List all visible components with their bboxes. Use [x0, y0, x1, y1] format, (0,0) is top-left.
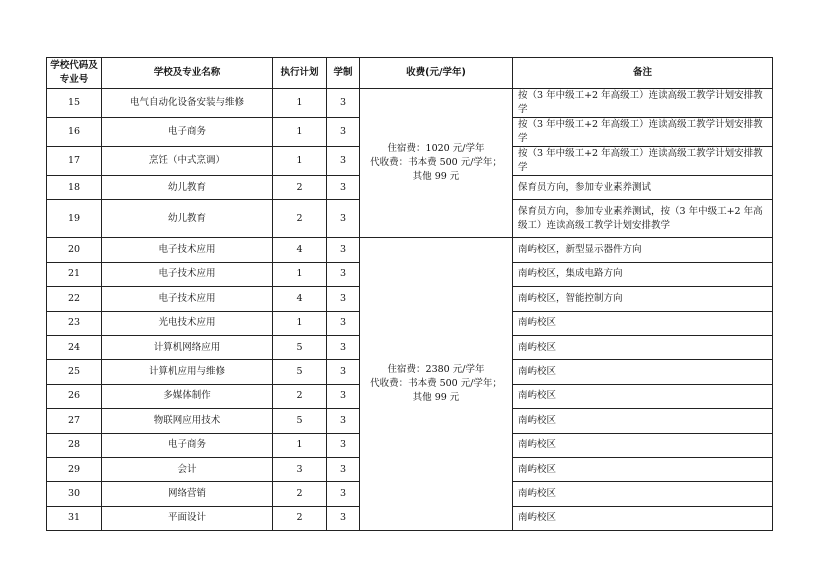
- row-plan: 4: [273, 287, 327, 311]
- row-name: 计算机应用与维修: [102, 360, 273, 384]
- row-code: 24: [47, 335, 102, 359]
- row-name: 平面设计: [102, 506, 273, 530]
- row-plan: 1: [273, 89, 327, 118]
- row-note: 按（3 年中级工+2 年高级工）连读高级工教学计划安排教学: [513, 89, 773, 118]
- row-name: 物联网应用技术: [102, 409, 273, 433]
- row-note: 南屿校区，集成电路方向: [513, 262, 773, 286]
- fee-cell-group-1: [360, 89, 513, 238]
- row-note: 南屿校区: [513, 335, 773, 359]
- row-note: 南屿校区: [513, 482, 773, 506]
- row-years: 3: [327, 409, 360, 433]
- row-plan: 2: [273, 482, 327, 506]
- row-years: 3: [327, 360, 360, 384]
- row-code: 31: [47, 506, 102, 530]
- row-plan: 5: [273, 360, 327, 384]
- row-code: 15: [47, 89, 102, 118]
- row-plan: 1: [273, 311, 327, 335]
- row-years: 3: [327, 287, 360, 311]
- row-code: 21: [47, 262, 102, 286]
- row-note: 南屿校区: [513, 311, 773, 335]
- row-years: 3: [327, 506, 360, 530]
- row-note: 南屿校区，智能控制方向: [513, 287, 773, 311]
- row-name: 电子技术应用: [102, 238, 273, 262]
- row-name: 电气自动化设备安装与维修: [102, 89, 273, 118]
- header-code: 学校代码及专业号: [47, 58, 102, 89]
- header-years: 学制: [327, 58, 360, 89]
- row-note: 保育员方向，参加专业素养测试，按（3 年中级工+2 年高级工）连读高级工教学计划安排教学: [513, 200, 773, 238]
- row-code: 19: [47, 200, 102, 238]
- table-row: [47, 89, 773, 118]
- row-plan: 5: [273, 409, 327, 433]
- fee-line: 代收费：书本费 500 元/学年；: [370, 378, 502, 390]
- row-code: 17: [47, 147, 102, 176]
- fee-line: 住宿费：1020 元/学年: [387, 143, 485, 155]
- row-years: 3: [327, 262, 360, 286]
- row-plan: 1: [273, 118, 327, 147]
- row-years: 3: [327, 384, 360, 408]
- row-plan: 2: [273, 176, 327, 200]
- row-name: 幼儿教育: [102, 176, 273, 200]
- row-years: 3: [327, 200, 360, 238]
- row-code: 26: [47, 384, 102, 408]
- row-years: 3: [327, 238, 360, 262]
- row-years: 3: [327, 147, 360, 176]
- fee-line: 代收费：书本费 500 元/学年；: [370, 157, 502, 169]
- row-years: 3: [327, 457, 360, 481]
- fee-line: 其他 99 元: [412, 171, 460, 183]
- row-name: 会计: [102, 457, 273, 481]
- row-plan: 2: [273, 200, 327, 238]
- row-years: 3: [327, 482, 360, 506]
- row-plan: 1: [273, 147, 327, 176]
- fee-line: 其他 99 元: [412, 392, 460, 404]
- row-code: 30: [47, 482, 102, 506]
- fee-cell-group-2: [360, 238, 513, 531]
- row-note: 南屿校区，新型显示器件方向: [513, 238, 773, 262]
- row-plan: 2: [273, 506, 327, 530]
- fee-line: 住宿费：2380 元/学年: [387, 364, 485, 376]
- header-fee: 收费(元/学年): [360, 58, 513, 89]
- row-years: 3: [327, 176, 360, 200]
- header-plan: 执行计划: [273, 58, 327, 89]
- row-name: 电子商务: [102, 118, 273, 147]
- row-plan: 2: [273, 384, 327, 408]
- row-plan: 3: [273, 457, 327, 481]
- row-years: 3: [327, 118, 360, 147]
- row-plan: 4: [273, 238, 327, 262]
- row-name: 计算机网络应用: [102, 335, 273, 359]
- row-note: 南屿校区: [513, 384, 773, 408]
- row-code: 18: [47, 176, 102, 200]
- row-name: 电子技术应用: [102, 262, 273, 286]
- row-plan: 1: [273, 262, 327, 286]
- row-code: 16: [47, 118, 102, 147]
- row-years: 3: [327, 89, 360, 118]
- row-note: 南屿校区: [513, 457, 773, 481]
- row-name: 幼儿教育: [102, 200, 273, 238]
- header-name: 学校及专业名称: [102, 58, 273, 89]
- enrollment-table: [46, 57, 773, 531]
- header-note: 备注: [513, 58, 773, 89]
- row-plan: 1: [273, 433, 327, 457]
- row-note: 南屿校区: [513, 409, 773, 433]
- row-code: 20: [47, 238, 102, 262]
- row-code: 23: [47, 311, 102, 335]
- row-years: 3: [327, 311, 360, 335]
- row-note: 南屿校区: [513, 506, 773, 530]
- row-name: 光电技术应用: [102, 311, 273, 335]
- row-years: 3: [327, 335, 360, 359]
- row-name: 多媒体制作: [102, 384, 273, 408]
- row-note: 按（3 年中级工+2 年高级工）连读高级工教学计划安排教学: [513, 147, 773, 176]
- row-code: 29: [47, 457, 102, 481]
- row-name: 网络营销: [102, 482, 273, 506]
- row-code: 27: [47, 409, 102, 433]
- row-name: 电子商务: [102, 433, 273, 457]
- row-note: 南屿校区: [513, 360, 773, 384]
- row-note: 保育员方向，参加专业素养测试: [513, 176, 773, 200]
- row-name: 烹饪（中式烹调）: [102, 147, 273, 176]
- row-note: 按（3 年中级工+2 年高级工）连读高级工教学计划安排教学: [513, 118, 773, 147]
- row-plan: 5: [273, 335, 327, 359]
- table-row: [47, 238, 773, 262]
- row-note: 南屿校区: [513, 433, 773, 457]
- row-name: 电子技术应用: [102, 287, 273, 311]
- row-years: 3: [327, 433, 360, 457]
- row-code: 25: [47, 360, 102, 384]
- row-code: 22: [47, 287, 102, 311]
- row-code: 28: [47, 433, 102, 457]
